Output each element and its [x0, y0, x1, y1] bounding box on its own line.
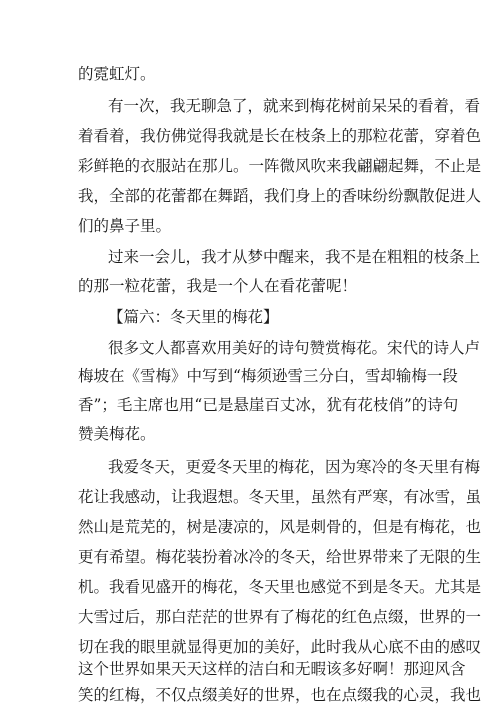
text-line: 香”；毛主席也用“已是悬崖百丈冰，犹有花枝俏”的诗句 — [78, 396, 459, 414]
text-line: 着看着，我仿佛觉得我就是长在枝条上的那粒花蕾，穿着色 — [78, 127, 482, 145]
text-line: 赞美梅花。 — [78, 425, 156, 443]
text-line: 更有希望。梅花装扮着冰冷的冬天，给世界带来了无限的生 — [78, 548, 482, 566]
text-line: 然山是荒芜的，树是凄凉的，风是刺骨的，但是有梅花，也 — [78, 518, 482, 536]
text-line: 笑的红梅，不仅点缀美好的世界，也在点缀我的心灵，我也 — [78, 686, 482, 704]
text-line: 机。我看见盛开的梅花，冬天里也感觉不到是冬天。尤其是 — [78, 578, 482, 596]
text-line: 大雪过后，那白茫茫的世界有了梅花的红色点缀，世界的一 — [78, 608, 482, 626]
text-line: 切在我的眼里就显得更加的美好，此时我从心底不由的感叹 — [78, 638, 482, 656]
text-line: 的霓虹灯。 — [78, 65, 156, 83]
text-line: 很多文人都喜欢用美好的诗句赞赏梅花。宋代的诗人卢 — [108, 339, 481, 357]
text-line: 彩鲜艳的衣服站在那儿。一阵微风吹来我翩翩起舞，不止是 — [78, 157, 482, 175]
text-line: 有一次，我无聊急了，就来到梅花树前呆呆的看着，看 — [108, 97, 481, 115]
section-heading: 【篇六：冬天里的梅花】 — [108, 308, 279, 326]
text-line: 我爱冬天，更爱冬天里的梅花，因为寒冷的冬天里有梅 — [108, 458, 481, 476]
text-line: 梅坡在《雪梅》中写到“梅须逊雪三分白，雪却输梅一段 — [78, 367, 458, 385]
text-line: 们的鼻子里。 — [78, 217, 172, 235]
text-line: 我，全部的花蕾都在舞蹈，我们身上的香味纷纷飘散促进人 — [78, 187, 482, 205]
text-line: 的那一粒花蕾，我是一个人在看花蕾呢！ — [78, 277, 358, 295]
text-line: 这个世界如果天天这样的洁白和无暇该多好啊！那迎风含 — [78, 660, 466, 678]
text-line: 过来一会儿，我才从梦中醒来，我不是在粗粗的枝条上 — [108, 248, 481, 266]
text-line: 花让我感动，让我遐想。冬天里，虽然有严寒，有冰雪，虽 — [78, 488, 482, 506]
